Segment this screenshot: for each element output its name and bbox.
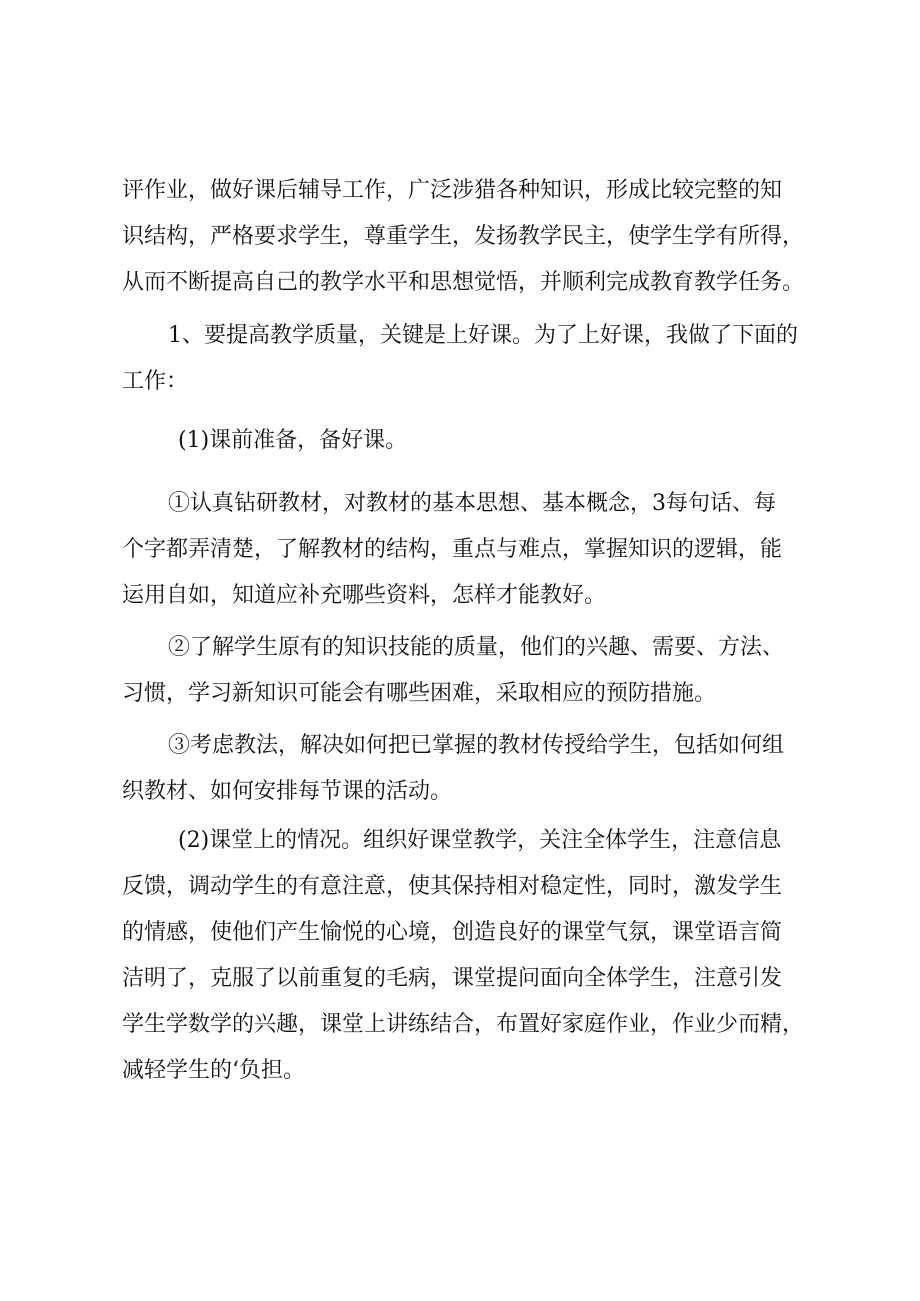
line-text: (2)课堂上的情况。组织好课堂教学，关注全体学生，注意信息 bbox=[178, 828, 782, 853]
text-line bbox=[0, 625, 920, 671]
line-text: ②了解学生原有的知识技能的质量，他们的兴趣、需要、方法、 bbox=[168, 635, 785, 660]
text-line bbox=[0, 573, 920, 619]
text-line bbox=[0, 527, 920, 573]
line-text: 1、要提高教学质量，关键是上好课。为了上好课，我做了下面的 bbox=[168, 323, 798, 348]
text-line bbox=[0, 1048, 920, 1094]
text-line bbox=[0, 671, 920, 717]
line-text: 识结构，严格要求学生，尊重学生，发扬教学民主，使学生学有所得， bbox=[122, 224, 805, 249]
text-line bbox=[0, 1002, 920, 1048]
text-line bbox=[0, 818, 920, 864]
text-line bbox=[0, 956, 920, 1002]
line-text: 洁明了，克服了以前重复的毛病，课堂提问面向全体学生，注意引发 bbox=[122, 966, 783, 991]
text-line bbox=[0, 418, 920, 464]
text-line bbox=[0, 481, 920, 527]
text-line bbox=[0, 359, 920, 405]
line-text: 学生学数学的兴趣，课堂上讲练结合，布置好家庭作业，作业少而精， bbox=[122, 1012, 805, 1037]
line-text: 工作： bbox=[122, 369, 189, 394]
line-text: 的情感，使他们产生愉悦的心境，创造良好的课堂气氛，课堂语言简 bbox=[122, 920, 783, 945]
text-line bbox=[0, 214, 920, 260]
line-text: ③考虑教法，解决如何把已掌握的教材传授给学生，包括如何组 bbox=[168, 733, 785, 758]
text-line bbox=[0, 168, 920, 214]
line-text: 运用自如，知道应补充哪些资料，怎样才能教好。 bbox=[122, 583, 607, 608]
line-text: 习惯，学习新知识可能会有哪些困难，采取相应的预防措施。 bbox=[122, 681, 717, 706]
text-line bbox=[0, 723, 920, 769]
text-line bbox=[0, 769, 920, 815]
text-line bbox=[0, 910, 920, 956]
line-text: (1)课前准备，备好课。 bbox=[178, 428, 408, 453]
line-text: 反馈，调动学生的有意注意，使其保持相对稳定性，同时，激发学生 bbox=[122, 874, 783, 899]
line-text: 织教材、如何安排每节课的活动。 bbox=[122, 779, 453, 804]
line-text: 评作业，做好课后辅导工作，广泛涉猎各种知识，形成比较完整的知 bbox=[122, 178, 783, 203]
text-line bbox=[0, 313, 920, 359]
text-line bbox=[0, 260, 920, 306]
line-text: 个字都弄清楚，了解教材的结构，重点与难点，掌握知识的逻辑，能 bbox=[122, 537, 783, 562]
line-text: 从而不断提高自己的教学水平和思想觉悟，并顺利完成教育教学任务。 bbox=[122, 270, 805, 295]
line-text: 减轻学生的‘负担。 bbox=[122, 1058, 305, 1083]
line-text: ①认真钻研教材，对教材的基本思想、基本概念，3每句话、每 bbox=[168, 491, 776, 516]
text-line bbox=[0, 864, 920, 910]
